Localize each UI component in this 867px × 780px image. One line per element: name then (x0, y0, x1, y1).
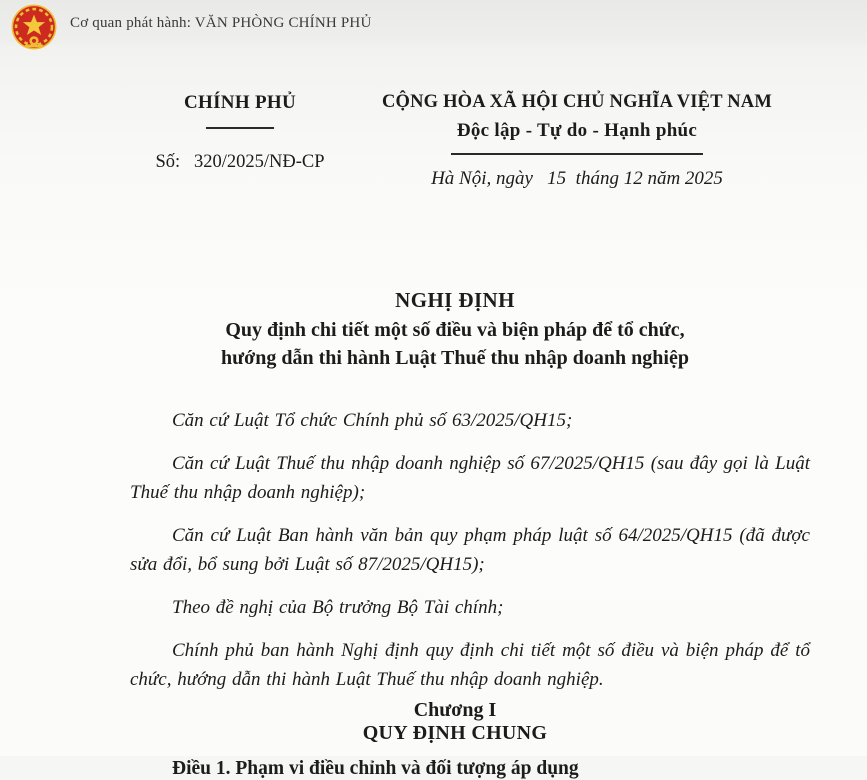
preamble-paragraph: Căn cứ Luật Thuế thu nhập doanh nghiệp số 67/2025/QH15 (sau đây gọi là Luật Thuế thu nhập doanh nghiệp); (130, 453, 810, 503)
preamble-section (130, 406, 810, 694)
header-right-column (372, 92, 782, 190)
vietnam-emblem-icon (11, 4, 57, 50)
document-subject-line1: Quy định chi tiết một số điều và biện pháp để tổ chức, (225, 319, 685, 341)
document-type: NGHỊ ĐỊNH (395, 288, 515, 312)
article-1-heading: Điều 1. Phạm vi điều chỉnh và đối tượng áp dụng (172, 758, 579, 779)
place-and-date: Hà Nội, ngày 15 tháng 12 năm 2025 (431, 167, 723, 189)
national-motto: Độc lập - Tự do - Hạnh phúc (456, 120, 698, 141)
document-subject-line2: hướng dẫn thi hành Luật Thuế thu nhập doanh nghiệp (221, 347, 689, 369)
document-number: Số: 320/2025/NĐ-CP (155, 152, 325, 172)
preamble-paragraph: Căn cứ Luật Ban hành văn bản quy phạm pháp luật số 64/2025/QH15 (đã được sửa đổi, bổ sung bởi Luật số 87/2025/QH15); (130, 525, 810, 575)
chapter-number: Chương I (413, 699, 497, 721)
org-divider (206, 127, 274, 129)
issuing-org-name: CHÍNH PHỦ (184, 92, 296, 113)
preamble-paragraph: Chính phủ ban hành Nghị định quy định chi tiết một số điều và biện pháp để tổ chức, hướng dẫn thi hành Luật Thuế thu nhập doanh nghiệp. (130, 640, 810, 690)
country-heading: CỘNG HÒA XÃ HỘI CHỦ NGHĨA VIỆT NAM (381, 92, 773, 112)
chapter-name: QUY ĐỊNH CHUNG (362, 722, 548, 744)
document-title-block (95, 288, 815, 372)
header-left-column (110, 92, 370, 173)
issuing-agency-label: Cơ quan phát hành: VĂN PHÒNG CHÍNH PHỦ (70, 14, 372, 31)
issuing-agency-bar (0, 0, 867, 48)
chapter-heading (95, 699, 815, 745)
document-subject (95, 316, 815, 372)
document-header (0, 92, 867, 244)
preamble-paragraph: Căn cứ Luật Tổ chức Chính phủ số 63/2025/QH15; (172, 410, 573, 431)
preamble-paragraph: Theo đề nghị của Bộ trưởng Bộ Tài chính; (172, 597, 504, 618)
motto-divider (451, 153, 703, 155)
